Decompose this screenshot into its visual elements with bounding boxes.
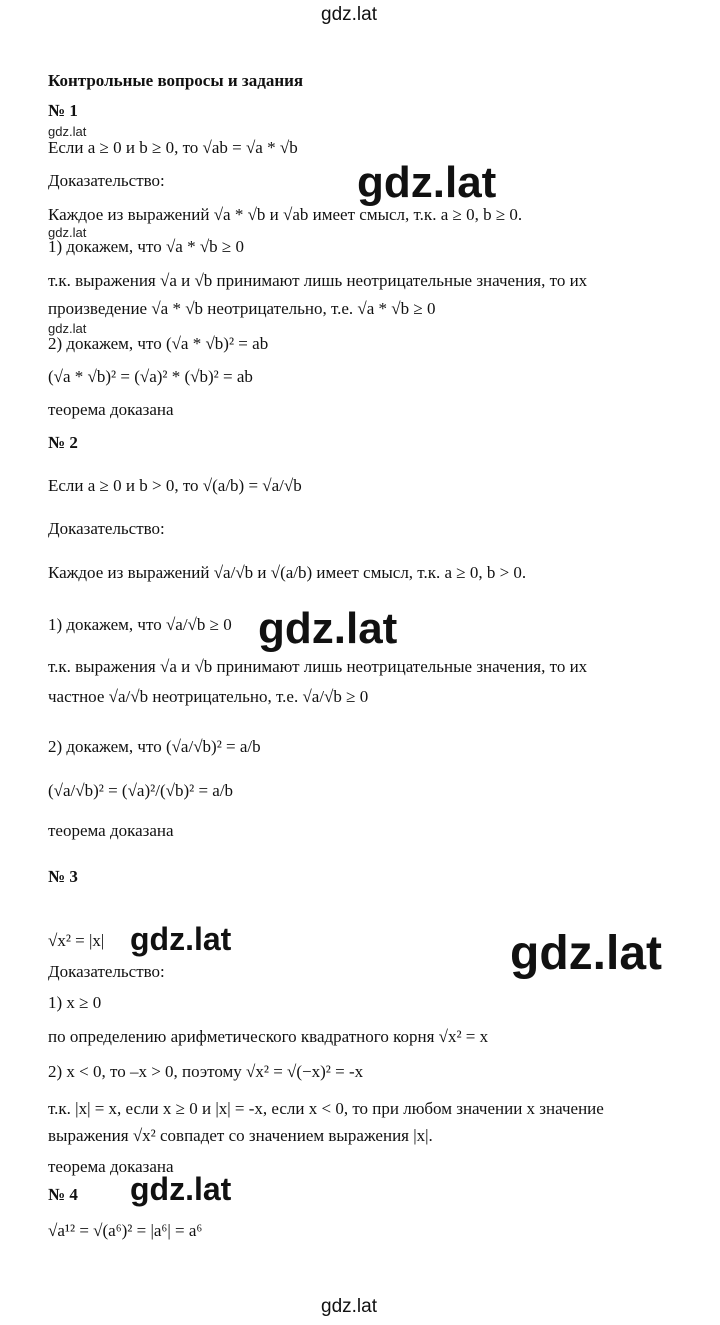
text-line: Доказательство: xyxy=(48,962,165,981)
section-label-2: № 2 xyxy=(48,433,78,452)
text-line: т.к. выражения √a и √b принимают лишь неотрицательные значения, то их xyxy=(48,271,588,290)
large-watermark: gdz.lat xyxy=(357,158,497,207)
small-watermark: gdz.lat xyxy=(48,225,87,240)
text-line: Каждое из выражений √a * √b и √ab имеет смысл, т.к. a ≥ 0, b ≥ 0. xyxy=(48,205,523,224)
text-line: теорема доказана xyxy=(48,1157,174,1176)
text-line: Каждое из выражений √a/√b и √(a/b) имеет смысл, т.к. a ≥ 0, b > 0. xyxy=(48,563,527,582)
text-line: выражения √x² совпадет со значением выражения |x|. xyxy=(48,1126,433,1145)
text-line: 1) докажем, что √a/√b ≥ 0 xyxy=(48,615,232,634)
text-line: 1) x ≥ 0 xyxy=(48,993,102,1012)
small-watermark: gdz.lat xyxy=(48,124,87,139)
medium-watermark: gdz.lat xyxy=(130,1171,232,1207)
small-watermark: gdz.lat xyxy=(48,321,87,336)
text-line: 2) x < 0, то –x > 0, поэтому √x² = √(−x)² = -x xyxy=(48,1062,364,1081)
large-watermark: gdz.lat xyxy=(258,604,398,653)
text-line: теорема доказана xyxy=(48,400,174,419)
text-line: 1) докажем, что √a * √b ≥ 0 xyxy=(48,237,244,256)
text-line: произведение √a * √b неотрицательно, т.е. √a * √b ≥ 0 xyxy=(48,299,436,318)
text-line: по определению арифметического квадратного корня √x² = x xyxy=(48,1027,489,1046)
text-line: т.к. |x| = x, если x ≥ 0 и |x| = -x, если x < 0, то при любом значении x значение xyxy=(48,1099,604,1118)
text-line: √x² = |x| xyxy=(48,931,105,950)
text-line: √a¹² = √(a⁶)² = |a⁶| = a⁶ xyxy=(48,1221,203,1240)
text-line: (√a/√b)² = (√a)²/(√b)² = a/b xyxy=(48,781,234,800)
text-line: Если a ≥ 0 и b > 0, то √(a/b) = √a/√b xyxy=(48,476,302,495)
text-line: теорема доказана xyxy=(48,821,174,840)
medium-watermark: gdz.lat xyxy=(130,921,232,957)
text-line: Доказательство: xyxy=(48,171,165,190)
footer-watermark: gdz.lat xyxy=(321,1296,377,1317)
text-line: Доказательство: xyxy=(48,519,165,538)
header-watermark: gdz.lat xyxy=(321,4,377,25)
section-label-4: № 4 xyxy=(48,1185,78,1204)
text-line: т.к. выражения √a и √b принимают лишь неотрицательные значения, то их xyxy=(48,657,588,676)
text-line: (√a * √b)² = (√a)² * (√b)² = ab xyxy=(48,367,253,386)
large-watermark: gdz.lat xyxy=(510,927,662,980)
text-line: 2) докажем, что (√a/√b)² = a/b xyxy=(48,737,261,756)
section-label-1: № 1 xyxy=(48,101,78,120)
text-line: частное √a/√b неотрицательно, т.е. √a/√b ≥ 0 xyxy=(48,687,369,706)
text-line: 2) докажем, что (√a * √b)² = ab xyxy=(48,334,269,353)
text-line: Если a ≥ 0 и b ≥ 0, то √ab = √a * √b xyxy=(48,138,298,157)
page-title: Контрольные вопросы и задания xyxy=(48,71,304,90)
section-label-3: № 3 xyxy=(48,867,78,886)
